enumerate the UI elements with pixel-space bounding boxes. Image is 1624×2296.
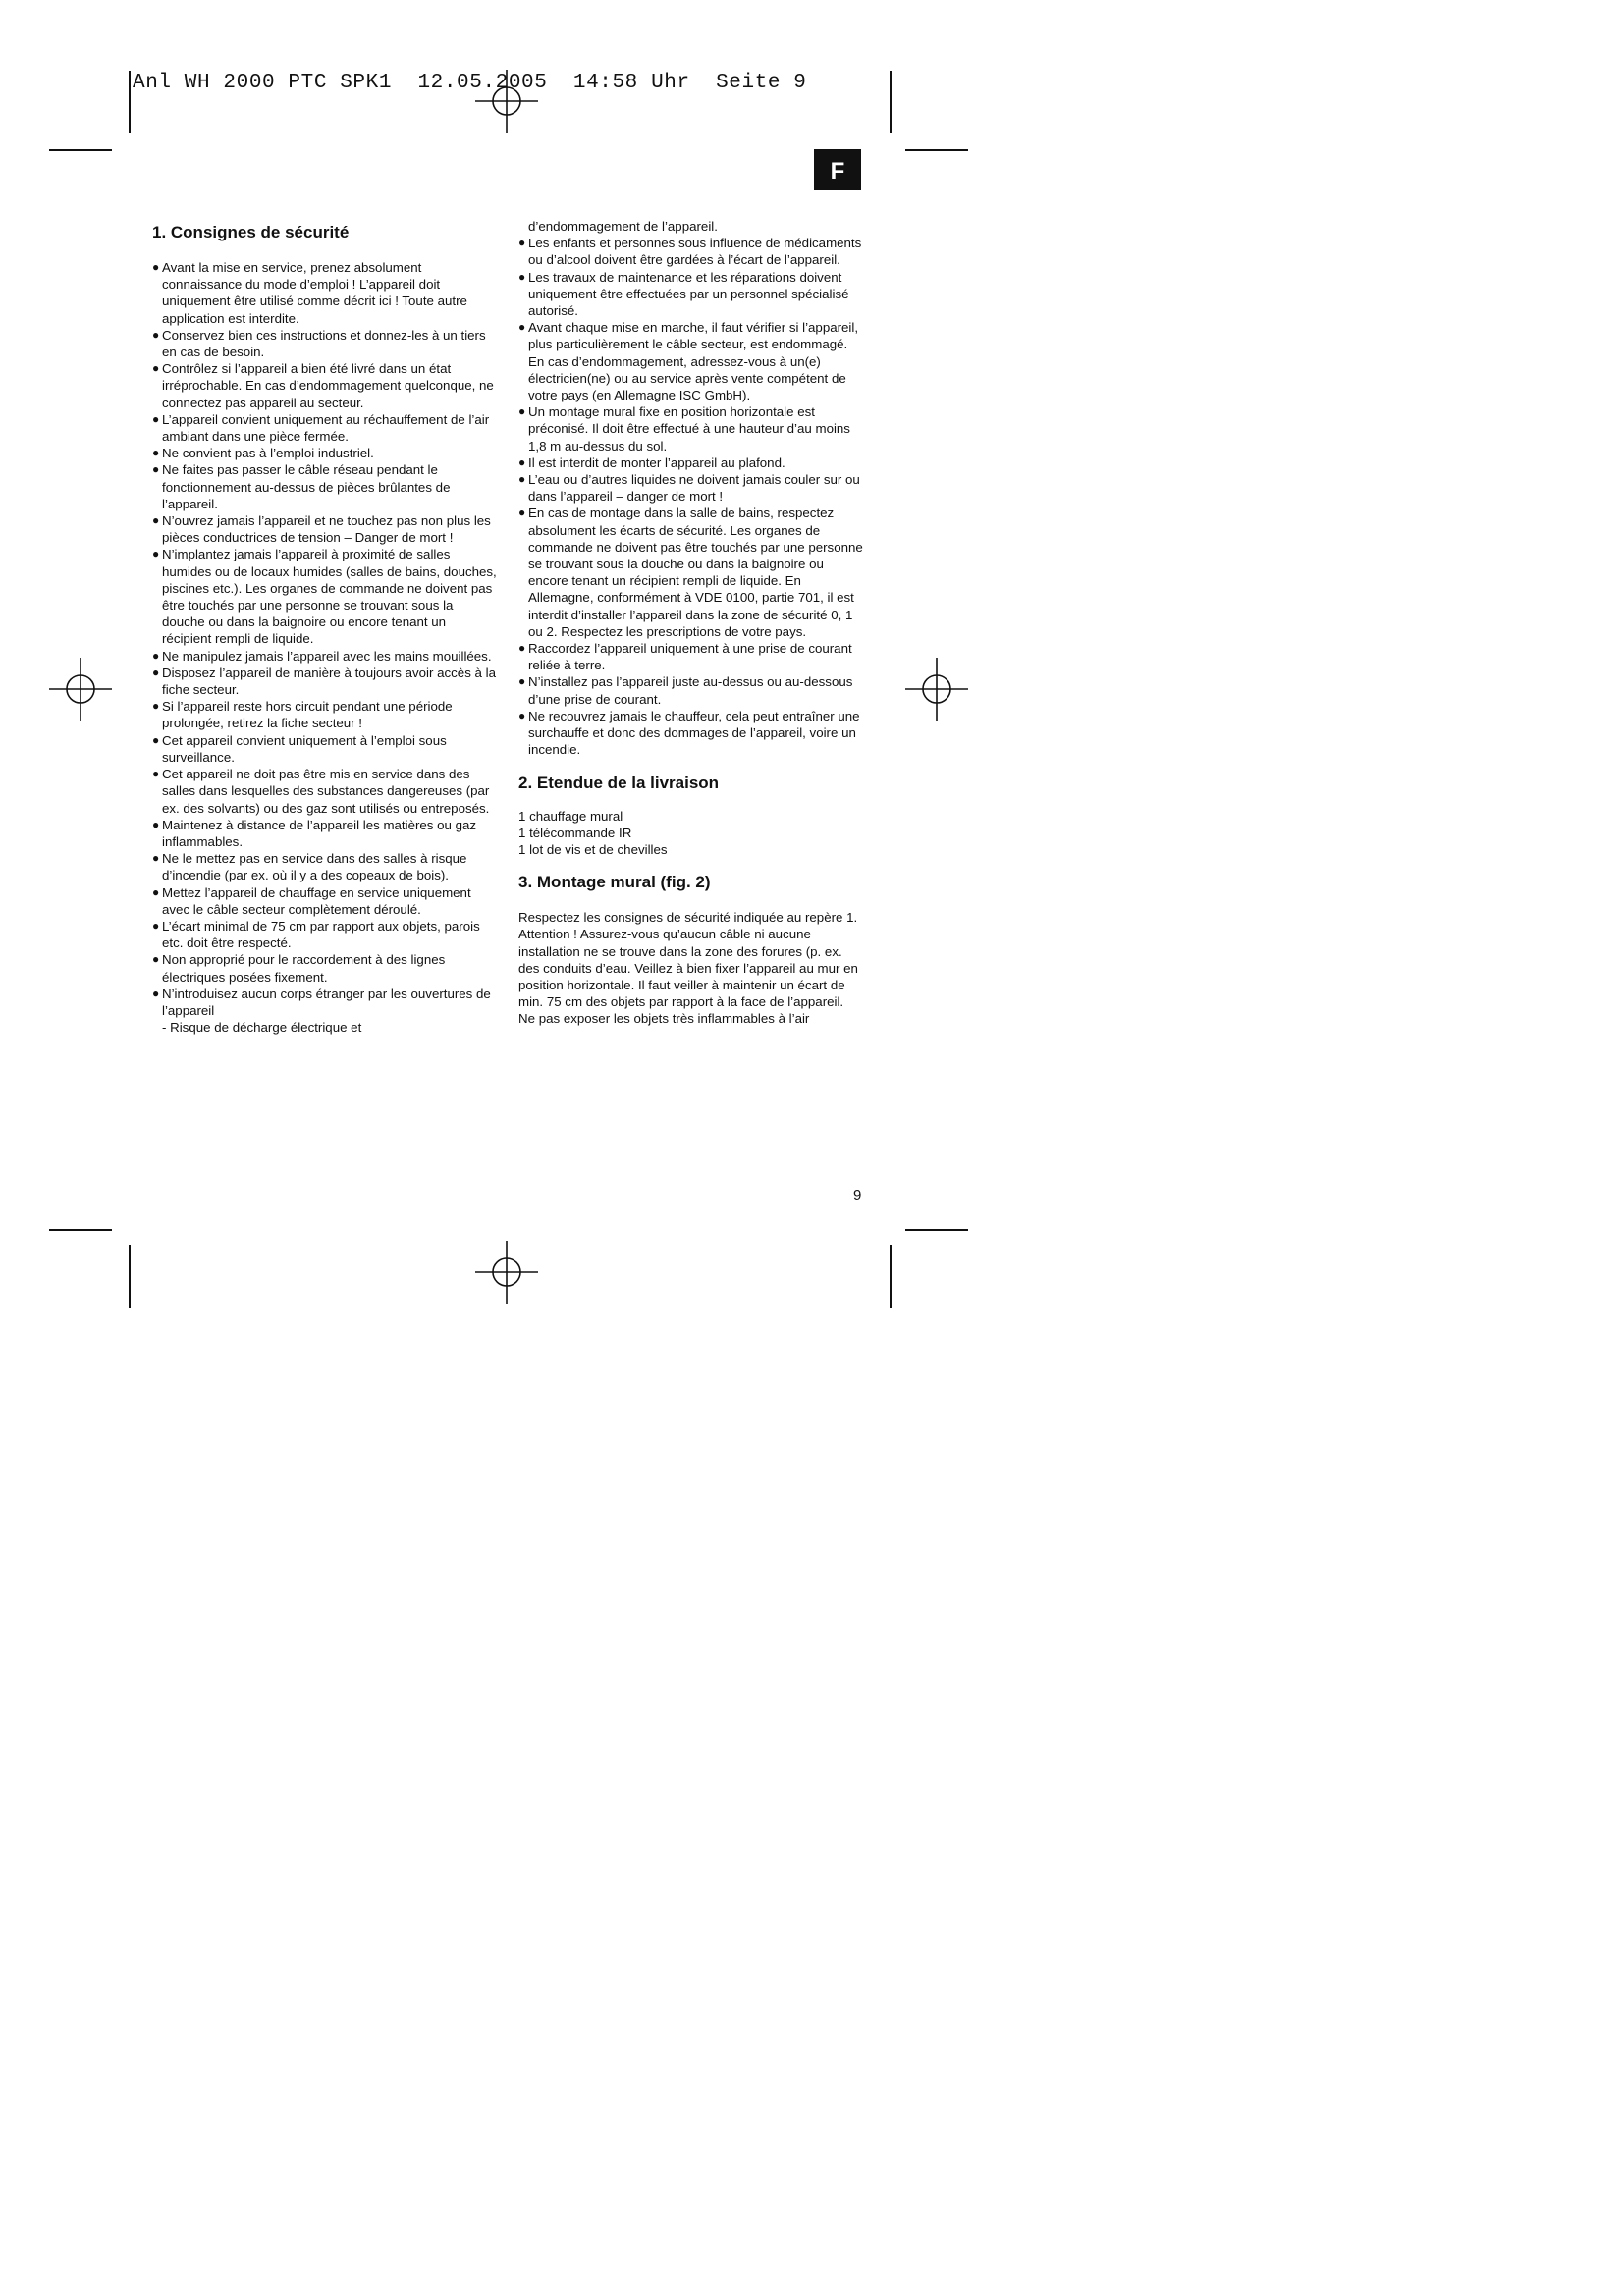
- bullet-icon: ●: [152, 699, 160, 714]
- bullet-continuation: d’endommagement de l’appareil.: [528, 219, 718, 234]
- list-item: ● Les enfants et personnes sous influence de médicaments ou d’alcool doivent être gardées à l’écart de l’appareil.: [518, 236, 862, 268]
- list-item: ● Mettez l’appareil de chauffage en service uniquement avec le câble secteur complètement déroulé.: [152, 884, 471, 917]
- list-item: 1 chauffage mural: [518, 808, 623, 824]
- bullet-icon: ●: [152, 665, 160, 679]
- list-item: ● N’ouvrez jamais l’appareil et ne touchez pas non plus les pièces conductrices de tension – Danger de mort !: [152, 513, 491, 546]
- crop-mark-top-right-horizontal: [905, 149, 968, 151]
- paragraph: Respectez les consignes de sécurité indiquée au repère 1.: [518, 910, 858, 926]
- list-item: ● Ne manipulez jamais l’appareil avec les mains mouillées.: [152, 648, 492, 664]
- list-item: ● Ne le mettez pas en service dans des salles à risque d’incendie (par ex. où il y a des copeaux de bois).: [152, 851, 467, 883]
- bullet-icon: ●: [152, 462, 160, 477]
- language-badge: F: [814, 149, 861, 190]
- left-column: [152, 218, 499, 1036]
- bullet-icon: ●: [152, 918, 160, 933]
- bullet-icon: ●: [518, 472, 526, 487]
- crop-mark-top-left-vertical: [129, 71, 131, 133]
- section-heading-mounting: 3. Montage mural (fig. 2): [518, 873, 711, 892]
- bullet-icon: ●: [152, 547, 160, 561]
- bullet-icon: ●: [152, 767, 160, 781]
- bullet-continuation: - Risque de décharge électrique et: [162, 1020, 362, 1036]
- right-column: [518, 218, 866, 1028]
- bullet-icon: ●: [152, 732, 160, 747]
- list-item: ● Contrôlez si l’appareil a bien été livré dans un état irréprochable. En cas d’endommagement quelconque, ne connectez pas appareil au secteur.: [152, 361, 494, 410]
- safety-list-continued: [518, 235, 866, 758]
- crop-mark-bottom-left-vertical: [129, 1245, 131, 1308]
- list-item: ● Cet appareil ne doit pas être mis en service dans des salles dans lesquelles des substances dangereuses (par ex. des solvants) ou des gaz sont utilisés ou entreposés.: [152, 767, 490, 816]
- list-item: ● Ne recouvrez jamais le chauffeur, cela peut entraîner une surchauffe et donc des dommages de l’appareil, voire un incendie.: [518, 708, 860, 758]
- registration-target-left-icon: [49, 658, 112, 721]
- list-item: 1 lot de vis et de chevilles: [518, 841, 668, 857]
- crop-mark-bottom-right-vertical: [890, 1245, 892, 1308]
- bullet-icon: ●: [152, 513, 160, 528]
- list-item: ● Avant la mise en service, prenez absolument connaissance du mode d’emploi ! L’appareil doit uniquement être utilisé comme décrit ici ! Toute autre application est interdite.: [152, 260, 467, 326]
- bullet-icon: ●: [152, 411, 160, 426]
- section-heading-safety: 1. Consignes de sécurité: [152, 223, 350, 241]
- registration-target-top-icon: [475, 70, 538, 133]
- registration-target-bottom-icon: [475, 1241, 538, 1304]
- registration-target-right-icon: [905, 658, 968, 721]
- list-item: ● En cas de montage dans la salle de bains, respectez absolument les écarts de sécurité. Les organes de commande ne doivent pas être touchés par une personne se trouvant sous la douche ou dans la baignoire ou encore tenant un récipient rempli de liquide. En Allemagne, conformément à VDE 0100, partie 701, il est interdit d’installer l’appareil dans la zone de sécurité 0, 1 ou 2. Respectez les prescriptions de votre pays.: [518, 506, 863, 639]
- list-item: ● Raccordez l’appareil uniquement à une prise de courant reliée à terre.: [518, 641, 852, 673]
- paragraph: Ne pas exposer les objets très inflammables à l’air: [518, 1011, 810, 1027]
- bullet-icon: ●: [152, 851, 160, 866]
- bullet-icon: ●: [518, 404, 526, 419]
- list-item: ● L’écart minimal de 75 cm par rapport aux objets, parois etc. doit être respecté.: [152, 918, 480, 951]
- crop-mark-top-right-vertical: [890, 71, 892, 133]
- crop-mark-top-left-horizontal: [49, 149, 112, 151]
- list-item: ● Si l’appareil reste hors circuit pendant une période prolongée, retirez la fiche secteur !: [152, 699, 453, 731]
- safety-list: [152, 259, 499, 1019]
- list-item: ● Cet appareil convient uniquement à l’emploi sous surveillance.: [152, 732, 447, 765]
- paragraph: Attention ! Assurez-vous qu’aucun câble ni aucune installation ne se trouve dans la zone des forures (p. ex. des conduits d’eau. Veillez à bien fixer l’appareil au mur en position horizontale. Il faut veiller à maintenir un écart de min. 75 cm des objets par rapport à la face de l’appareil.: [518, 927, 858, 1010]
- bullet-icon: ●: [518, 674, 526, 689]
- bullet-icon: ●: [152, 817, 160, 831]
- bullet-icon: ●: [152, 952, 160, 967]
- crop-mark-bottom-left-horizontal: [49, 1229, 112, 1231]
- list-item: ● L’eau ou d’autres liquides ne doivent jamais couler sur ou dans l’appareil – danger de mort !: [518, 472, 860, 505]
- list-item: ● N’implantez jamais l’appareil à proximité de salles humides ou de locaux humides (salles de bains, douches, piscines etc.). Les organes de commande ne doivent pas être touchés par une personne se trouvant sous la douche ou dans la baignoire ou encore tenant un récipient rempli de liquide.: [152, 547, 497, 647]
- list-item: ● L’appareil convient uniquement au réchauffement de l’air ambiant dans une pièce fermée.: [152, 411, 490, 445]
- bullet-icon: ●: [518, 708, 526, 722]
- print-header: Anl WH 2000 PTC SPK1 12.05.2005 14:58 Uhr Seite 9: [133, 72, 807, 94]
- bullet-icon: ●: [152, 648, 160, 663]
- delivery-list: [518, 808, 866, 859]
- bullet-icon: ●: [518, 641, 526, 656]
- bullet-icon: ●: [518, 236, 526, 250]
- crop-mark-bottom-right-horizontal: [905, 1229, 968, 1231]
- bullet-icon: ●: [152, 327, 160, 342]
- list-item: ● Ne faites pas passer le câble réseau pendant le fonctionnement au-dessus de pièces brûlantes de l’appareil.: [152, 462, 451, 511]
- list-item: ● N’introduisez aucun corps étranger par les ouvertures de l’appareil: [152, 986, 491, 1018]
- list-item: ● Un montage mural fixe en position horizontale est préconisé. Il doit être effectué à une hauteur d’au moins 1,8 m au-dessus du sol.: [518, 404, 850, 454]
- list-item: ● Conservez bien ces instructions et donnez-les à un tiers en cas de besoin.: [152, 327, 486, 360]
- list-item: ● Disposez l’appareil de manière à toujours avoir accès à la fiche secteur.: [152, 665, 496, 698]
- section-heading-delivery: 2. Etendue de la livraison: [518, 773, 720, 792]
- list-item: ● Ne convient pas à l’emploi industriel.: [152, 446, 374, 461]
- bullet-icon: ●: [152, 260, 160, 274]
- bullet-icon: ●: [152, 884, 160, 899]
- bullet-icon: ●: [152, 361, 160, 376]
- bullet-icon: ●: [518, 454, 526, 469]
- list-item: ● Maintenez à distance de l’appareil les matières ou gaz inflammables.: [152, 817, 477, 849]
- bullet-icon: ●: [152, 446, 160, 460]
- bullet-icon: ●: [518, 269, 526, 284]
- page-number: 9: [853, 1187, 862, 1203]
- bullet-icon: ●: [518, 320, 526, 335]
- list-item: ● Il est interdit de monter l’appareil au plafond.: [518, 454, 785, 470]
- list-item: ● Les travaux de maintenance et les réparations doivent uniquement être effectuées par un personnel spécialisé autorisé.: [518, 269, 849, 319]
- bullet-icon: ●: [152, 986, 160, 1000]
- bullet-icon: ●: [518, 506, 526, 520]
- list-item: ● Non approprié pour le raccordement à des lignes électriques posées fixement.: [152, 952, 446, 985]
- list-item: 1 télécommande IR: [518, 825, 632, 840]
- list-item: ● N’installez pas l’appareil juste au-dessus ou au-dessous d’une prise de courant.: [518, 674, 853, 707]
- list-item: ● Avant chaque mise en marche, il faut vérifier si l’appareil, plus particulièrement le câble secteur, est endommagé. En cas d’endommagement, adressez-vous à un(e) électricien(ne) ou au service après vente compétent de votre pays (en Allemagne ISC GmbH).: [518, 320, 859, 403]
